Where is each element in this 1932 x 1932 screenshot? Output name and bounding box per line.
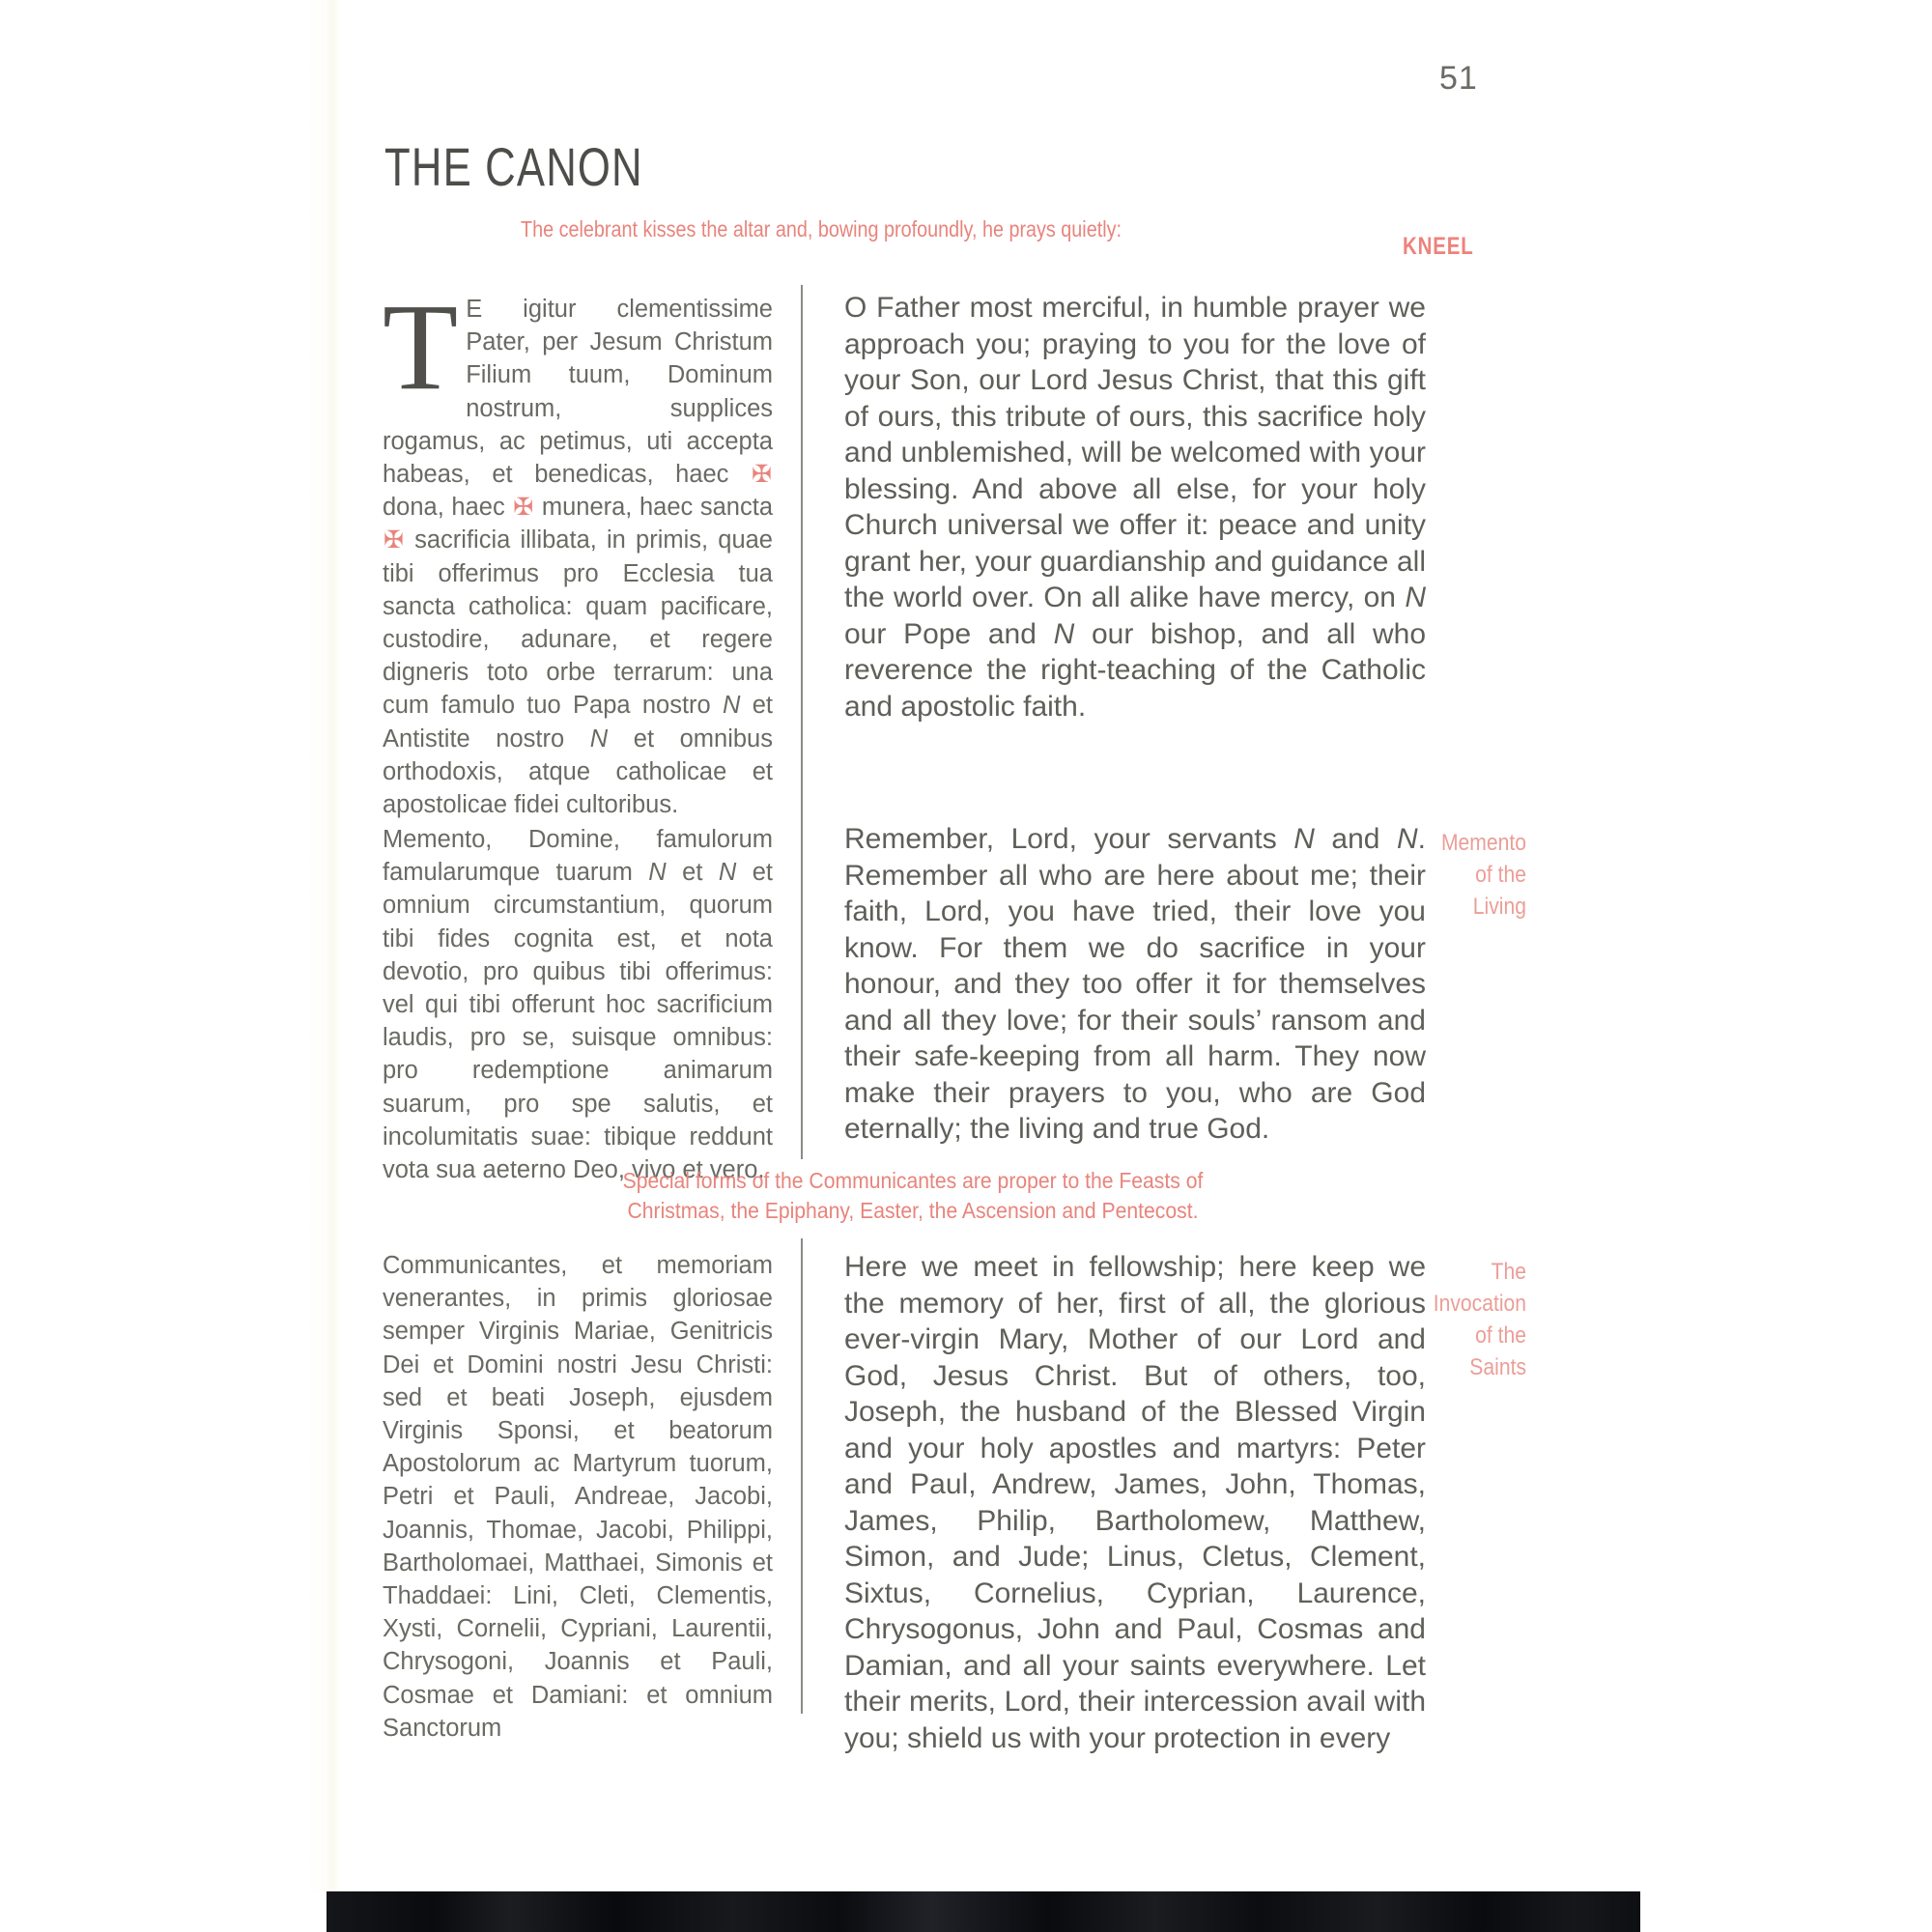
sidenote-line: of the [1475,862,1526,888]
english-paragraph-o-father [844,290,1426,724]
rubric-communicantes-note [474,1166,1352,1226]
page-title [384,135,643,198]
column-divider-lower [801,1238,803,1714]
latin-p1-part-f: et omnibus orthodoxis, atque catholicae et apostolicae fidei cultoribus. [383,724,773,819]
rubric-mid-line-2: Christmas, the Epiphany, Easter, the Ascension and Pentecost. [627,1198,1199,1223]
latin-p1-part-b: dona, haec [383,494,513,522]
english-p1-part-c: our bishop, and all who reverence the right-teaching of the Catholic and apostolic faith. [844,617,1427,723]
name-placeholder-n: N [723,692,741,720]
english-paragraph-remember-lord [844,821,1426,1148]
english-p1-part-b: our Pope and [844,617,1054,650]
maltese-cross-icon: ✠ [752,461,772,489]
name-placeholder-n: N [1396,823,1418,855]
sidenote-memento-of-the-living [1374,827,1526,923]
latin-p1-part-c: munera, haec sancta [534,494,773,522]
page-gutter-strip [325,0,340,1891]
latin-paragraph-communicantes: Communicantes, et memoriam venerantes, in primis gloriosae semper Virginis Mariae, Genitricis Dei et Domini nostri Jesu Christi: sed et beati Joseph, ejusdem Virginis Sponsi, et beatorum Apostolorum ac Martyrum tuorum, Petri et Pauli, Andreae, Jacobi, Joannis, Thomae, Jacobi, Philippi, Bartholomaei, Matthaei, Simonis et Thaddaei: Lini, Cleti, Clementis, Xysti, Cornelii, Cypriani, Laurentii, Chrysogoni, Joannis et Pauli, Cosmae et Damiani: et omnium Sanctorum [383,1252,773,1742]
latin-paragraph-memento-domine [383,823,773,1186]
latin-p1-part-e: et Antistite nostro [383,692,773,753]
latin-p2-part-b: et [666,859,719,887]
latin-paragraph-te-igitur [383,278,773,821]
page-number: 51 [1439,60,1478,97]
rubric-mid-line-1: Special forms of the Communicantes are proper to the Feasts of [622,1168,1204,1193]
name-placeholder-n: N [589,724,609,753]
sidenote-line: Invocation [1433,1291,1526,1317]
sidenote-line: Living [1472,894,1526,920]
page-title-text: THE CANON [384,136,643,197]
rubric-celebrant-instruction: The celebrant kisses the altar and, bowing profoundly, he prays quietly: [521,216,1122,242]
page-bottom-edge [327,1891,1640,1932]
drop-cap-t: T [383,278,459,415]
maltese-cross-icon: ✠ [384,526,404,554]
sidenote-invocation-of-the-saints [1374,1256,1526,1383]
latin-p2-part-a: Memento, Domine, famulorum famularumque tuarum [383,826,773,887]
english-paragraph-here-we-meet: Here we meet in fellowship; here keep we the memory of her, first of all, the glorious ever-virgin Mary, Mother of our Lord and God, Jesus Christ. But of others, too, Joseph, the husband of the Blessed Virgin and your holy apostles and martyrs: Peter and Paul, Andrew, James, John, Thomas, James, Philip, Bartholomew, Matthew, Simon, and Jude; Linus, Cletus, Clement, Sixtus, Cornelius, Cyprian, Laurence, Chrysogonus, John and Paul, Cosmas and Damian, and all your saints everywhere. Let their merits, Lord, their intercession avail with you; shield us with your protection in every [844,1251,1426,1754]
posture-cue-kneel: KNEEL [1403,233,1474,260]
sidenote-line: Saints [1469,1354,1526,1380]
name-placeholder-n: N [718,859,737,887]
english-p2-part-b: and [1314,823,1397,855]
english-p1-part-a: O Father most merciful, in humble prayer we approach you; praying to you for the love of your Son, our Lord Jesus Christ, that this gift of ours, this tribute of ours, this sacrifice holy and unblemished, will be welcomed with your blessing. And above all else, for your holy Church universal we offer it: peace and unity grant her, your guardianship and guidance all the world over. On all alike have mercy, on [844,292,1426,613]
latin-p2-part-c: et omnium circumstantium, quorum tibi fides cognita est, et nota devotio, pro quibus tibi offerimus: vel qui tibi offerunt hoc sacrificium laudis, pro se, suisque omnibus: pro redemptione animarum suarum, pro spe salutis, et incolumitatis suae: tibique reddunt vota sua aeterno Deo, vivo et vero. [383,859,773,1184]
latin-p1-part-a: E igitur clementissime Pater, per Jesum Christum Filium tuum, Dominum nostrum, supplices rogamus, ac petimus, uti accepta habeas, et benedicas, haec [383,296,773,489]
sidenote-line: The [1491,1259,1526,1285]
sidenote-line: of the [1475,1322,1526,1349]
english-p2-part-a: Remember, Lord, your servants [844,823,1294,855]
name-placeholder-n: N [1053,617,1075,650]
name-placeholder-n: N [1405,582,1426,613]
latin-p1-part-d: sacrificia illibata, in primis, quae tibi offerimus pro Ecclesia tua sancta catholica: quam pacificare, custodire, adunare, et regere digneris toto orbe terrarum: una cum famulo tuo Papa nostro [383,526,773,720]
name-placeholder-n: N [648,859,667,887]
sidenote-line: Memento [1440,830,1526,856]
name-placeholder-n: N [1293,823,1315,855]
english-p2-part-c: . Remember all who are here about me; their faith, Lord, you have tried, their love you know. For them we do sacrifice in your honour, and they too offer it for themselves and all they love; for their souls’ ransom and their safe-keeping from all harm. They now make their prayers to you, who are God eternally; the living and true God. [844,823,1426,1145]
column-divider-upper [801,285,803,1159]
maltese-cross-icon: ✠ [513,494,534,522]
